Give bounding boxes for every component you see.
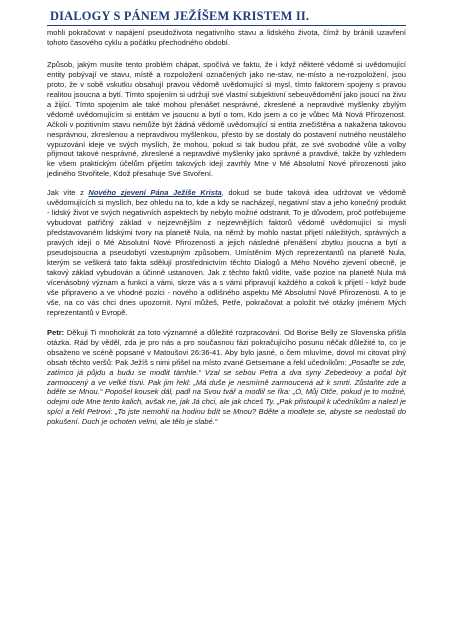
scripture-quote: „Posaďte se zde, zatímco já půjdu a budu se modlit támhle.“ Vzal se sebou Petra a dva syny Zebedeovy a počal být zarmoucený a ve velké tísni. Pak jim řekl: „Má duše je nesmírně zarmoucená až k smrti. Zůstaňte zde a bděte se Mnou.“ Popošel kousek dál, padl na Svou tvář a modlil se řka: „Ó, Můj Otče, pokud je to možné, odejmi ode Mne tento kalich, avšak ne, jak Já chci, ale jak chceš Ty. „Pak přistoupil k učedníkům a nalezl je spící a řekl Petrovi: „To jste nemohli na hodinu bdít se Mnou? Bděte a modlete se, abyste se nedostali do pokušení. Duch je ochoten velmi, ale tělo je slabé.“	[47, 357, 407, 427]
question-text: Děkuji Ti mnohokrát za toto významné a důležité rozpracování. Od Borise Belly ze Slovenska přišla otázka. Rád by věděl, zda je pro nás a pro současnou fázi pokračujícího posunu něčak důležité to, co je obsaženo ve scéně popsané v Matoušovi 26:36-41. Aby bylo jasné, o čem mluvíme, dovol mi citovat plný obsah těchto veršů: Pak Ježíš s nimi přišel na místo zvané Getsemane a řekl učedníkům:	[47, 327, 406, 367]
header-divider	[47, 25, 406, 26]
new-revelation-link[interactable]: Nového zjevení Pána Ježíše Krista	[88, 188, 222, 198]
paragraph-new-revelation	[47, 188, 406, 317]
page-header-title: DIALOGY S PÁNEM JEŽÍŠEM KRISTEM II.	[50, 9, 310, 23]
paragraph-text-rest: , dokud se bude taková idea udržovat ve vědomě uvědomujících si myslích, bez ohledu na to, kde a kdy se nacházejí, negativní stav a jeho konečný produkt - lidský život ve svých negativních aspektech by nebylo možné odstranit. To je důvodem, proč potřebujeme vybudovat patřičný základ v nejzevnějším z nejzevnějších faktorů vědomě uvědomující si mysli představovaném lidskými tvory na planetě Nula, na němž by mohlo nastat přijetí náležitých, správných a pravých idejí o Mé Absolutní Nové Přirozenosti a jejich následné přenášení zbytku jsoucna a bytí a pseudojsoucna a pseudobytí vzestupným způsobem. Umístěním Mých reprezentantů na planetě Nula, kterým se veškerá tato fakta sdělují prostřednictvím těchto Dialogů a Mého Nového zjevení obecně, je takový základ vybudován a účinně ustanoven. Jak z těchto faktů vidíte, vaše pozice na planetě Nula má vícenásobný význam a funkci a vámi, skrze vás a s vámi připravují každého a cokoli k přijetí - když bude vše připraveno a ve vhodné pozici - nového a odlišného aspektu Mé Absolutní Nové Přirozenosti. A to je vše, na co vás chci dnes upozornit. Nyní můžeš, Petře, pokračovat a položit tvé otázky jménem Mých reprezentantů v Evropě.	[47, 188, 406, 317]
paragraph-peter-question	[47, 328, 406, 428]
speaker-label: Petr:	[47, 327, 65, 337]
paragraph-continuation: mohli pokračovat v napájení pseudoživota negativního stavu a lidského života, čímž by bránili uzavření tohoto časového cyklu a počátku přechodného období.	[47, 28, 406, 47]
paragraph-explanation: Způsob, jakým musíte tento problém chápat, spočívá ve faktu, že i když některé vědomě si uvědomující entity pobývají ve stavu, místě a rozpoložení označených jako ne-stav, ne-místo a ne-rozpoložení, jsou proto, že v sobě vskutku obsahují pravou vědomě uvědomující si mysl, tímto faktorem spojeny s pravou realitou jsoucna a bytí. Tímto spojením si udržují své vlastní subjektivní sebeuvědomění jako jsoucí na živu a žijící. Tímto spojením ale také mohou přenášet nesprávné, zkreslené a nepravdivé myšlenky zbylým vědomě uvědomujícím si entitám ve jsoucnu a bytí o tom, Kdo jsem a co je vůbec Má Nová Přirozenost. Ačkoli v pozitivním stavu nemůže být žádná vědomě uvědomující si entita znečištěna a nakažena takovou nesprávnou, zkreslenou a nepravdivou myšlenkou, přesto by se dostaly do postavení nutného neustálého vypuzování ideje ve svých myslích, že mohou, pokud si tak budou přát, ze své svobodné vůle a volby přijmout takové nesprávné, zkreslené a nepravdivé myšlenky jako správné a pravdivé, takže by vzhledem ke všem praktickým účelům přijetím takových idejí zavrhly Mne v Mé Absolutní Nové přirozenosti jako jediného Stvořitele, Kdož přesahuje Své Stvoření.	[47, 59, 406, 179]
paragraph-text-start: Jak víte z	[47, 188, 89, 198]
